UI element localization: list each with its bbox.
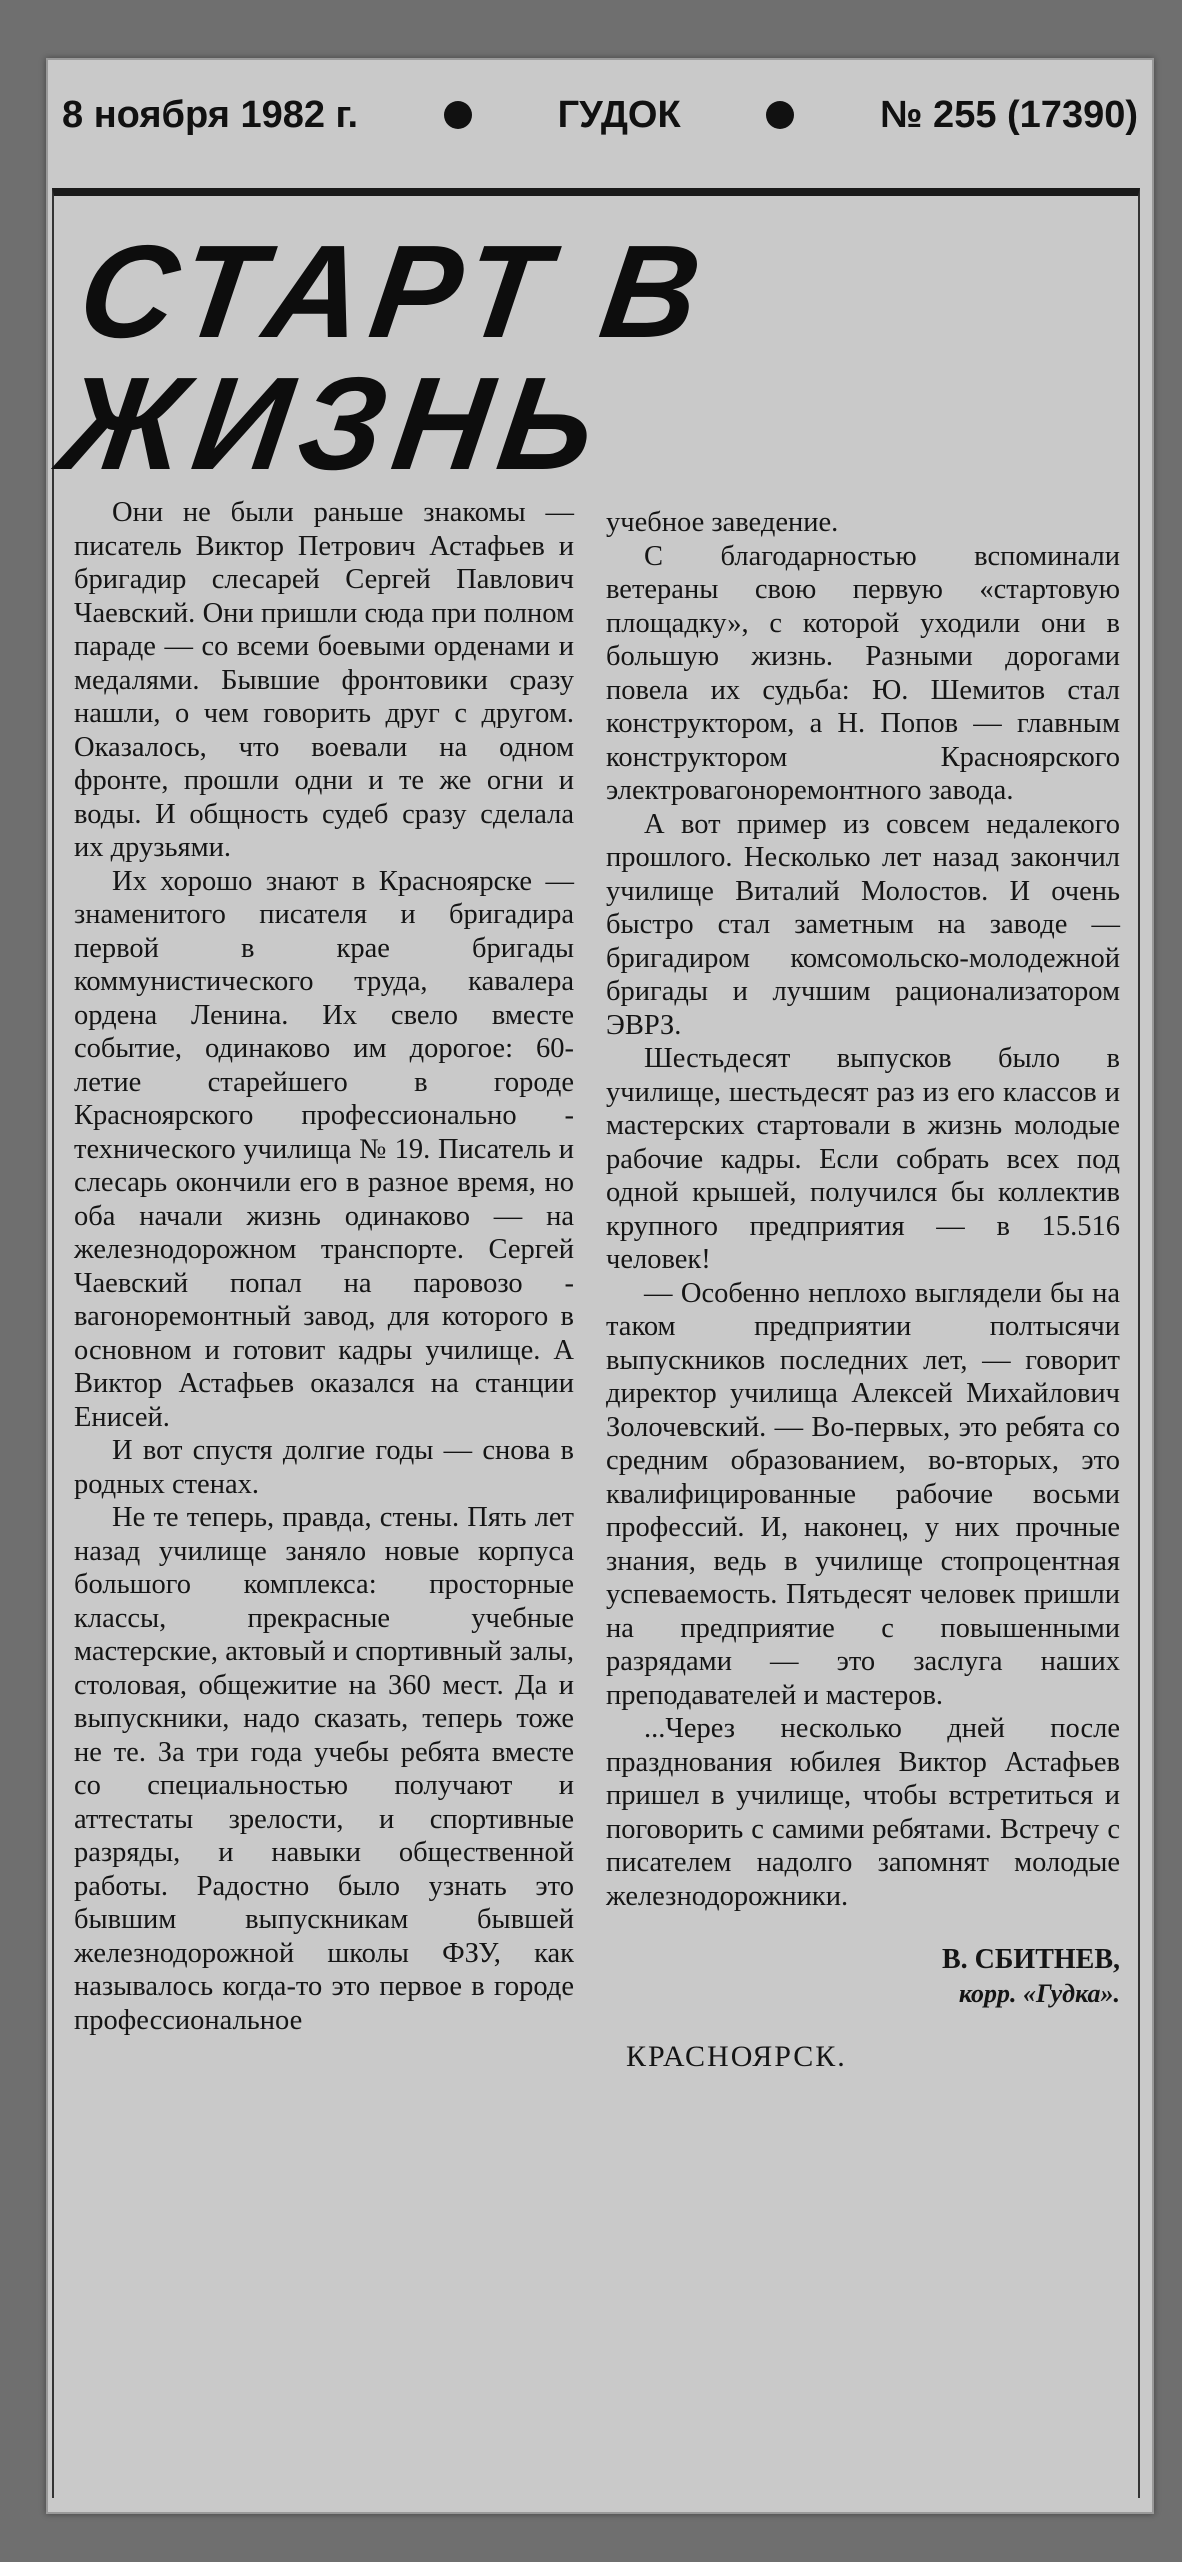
paragraph: учебное заведение. (606, 507, 839, 538)
article-box (52, 188, 1140, 2498)
newspaper-name: ГУДОК (557, 93, 681, 136)
article-headline: СТАРТ В ЖИЗНЬ (52, 218, 719, 497)
author-role: корр. «Гудка». (958, 1978, 1120, 2008)
bullet-dot-icon (444, 101, 472, 129)
newspaper-clipping (46, 58, 1154, 2514)
bullet-dot-icon (766, 101, 794, 129)
paragraph: А вот пример из совсем недалекого прошлого. Несколько лет назад закончил училище Виталий Молостов. И очень быстро стал заметным на заводе — бригадиром комсомольско-молодежной бригады и лучшим рационализатором ЭВРЗ. (606, 808, 1120, 1041)
paragraph: И вот спустя долгие годы — снова в родных стенах. (74, 1435, 574, 1500)
issue-number: № 255 (17390) (880, 93, 1138, 136)
masthead (48, 70, 1152, 160)
paragraph: Их хорошо знают в Красноярске — знаменитого писателя и бригадира первой в крае бригады коммунистического труда, кавалера ордена Ленина. Их свело вместе событие, одинаково им дорогое: 60-летие старейшего в городе Красноярского профессионально - технического училища № 19. Писатель и слесарь окончили его в разное время, но оба начали жизнь одинаково — на железнодорожном транспорте. Сергей Чаевский попал на паровозо - вагоноремонтный завод, для которого в основном и готовит кадры училище. А Виктор Астафьев оказался на станции Енисей. (74, 865, 574, 1433)
author-name: В. СБИТНЕВ, (942, 1944, 1120, 1975)
paragraph: Они не были раньше знакомы — писатель Виктор Петрович Астафьев и бригадир слесарей Сергей Павлович Чаевский. Они пришли сюда при полном параде — со всеми боевыми орденами и медалями. Бывшие фронтовики сразу нашли, о чем говорить друг с другом. Оказалось, что воевали на одном фронте, прошли одни и те же огни и воды. И общность судеб сразу сделала их друзьями. (74, 497, 574, 863)
paragraph: С благодарностью вспоминали ветераны свою первую «стартовую площадку», с которой уходили они в большую жизнь. Разными дорогами повела их судьба: Ю. Шемитов стал конструктором, а Н. Попов — главным конструктором Красноярского электровагоноремонтного завода. (606, 540, 1120, 806)
issue-date: 8 ноября 1982 г. (62, 93, 359, 136)
paragraph: ...Через несколько дней после празднования юбилея Виктор Астафьев пришел в училище, чтобы встретиться и поговорить с самими ребятами. Встречу с писателем надолго запомнят молодые железнодорожники. (606, 1713, 1120, 1912)
paragraph: Не те теперь, правда, стены. Пять лет назад училище заняло новые корпуса большого комплекса: просторные классы, прекрасные учебные мастерские, актовый и спортивный залы, столовая, общежитие на 360 мест. Да и выпускники, надо сказать, теперь тоже не те. За три года учебы ребята вместе со специальностью получают и аттестаты зрелости, и спортивные разряды, и навыки общественной работы. Радостно было узнать это бывшим выпускникам бывшей железнодорожной школы ФЗУ, как называлось когда-то это первое в городе профессиональное (74, 1502, 574, 2036)
paragraph: — Особенно неплохо выглядели бы на таком предприятии полтысячи выпускников последних лет, — говорит директор училища Алексей Михайлович Золочевский. — Во-первых, это ребята со средним образованием, во-вторых, это квалифицированные рабочие восьми профессий. И, наконец, у них прочные знания, ведь в училище стопроцентная успеваемость. Пятьдесят человек пришли на предприятие с повышенными разрядами — это заслуга наших преподавателей и мастеров. (606, 1277, 1120, 1711)
paragraph: Шестьдесят выпусков было в училище, шестьдесят раз из его классов и мастерских стартовали в жизнь молодые рабочие кадры. Если собрать всех под одной крышей, получился бы коллектив крупного предприятия — в 15.516 человек! (606, 1043, 1120, 1275)
right-column (606, 506, 1120, 2074)
dateline: КРАСНОЯРСК. (626, 2040, 847, 2073)
left-column (74, 496, 574, 2037)
